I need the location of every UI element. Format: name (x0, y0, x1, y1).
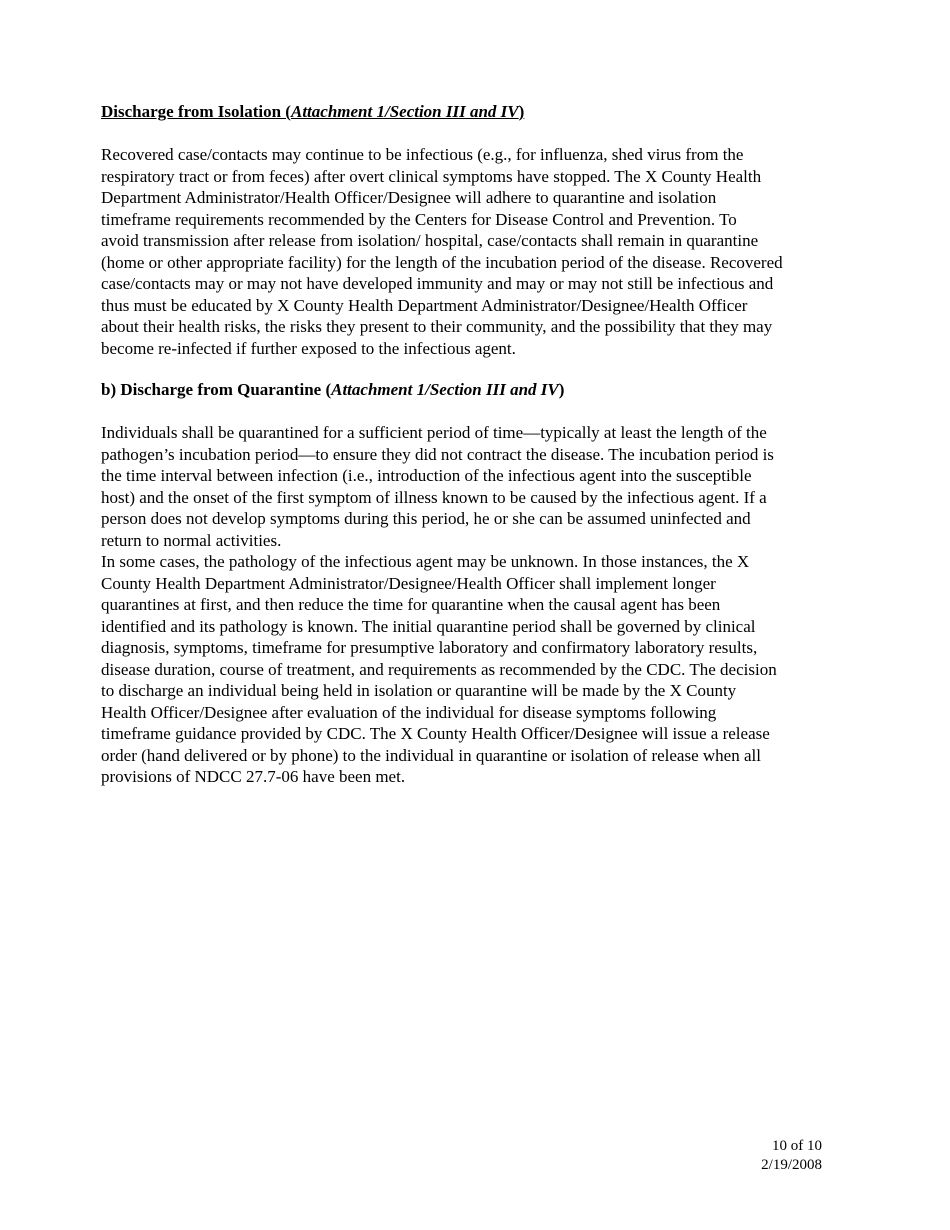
heading-isolation-suffix: ) (518, 102, 525, 121)
paragraph-line: thus must be educated by X County Health Department Administrator/Designee/Health Officer (101, 295, 748, 315)
heading-discharge-from-isolation (101, 101, 861, 123)
paragraph-line: disease duration, course of treatment, and requirements as recommended by the CDC. The decision (101, 659, 777, 679)
page-footer (761, 1137, 822, 1175)
paragraph-line: avoid transmission after release from isolation/ hospital, case/contacts shall remain in quarantine (101, 231, 759, 250)
paragraph-line: to discharge an individual being held in isolation or quarantine will be made by the X County (101, 681, 737, 700)
heading-isolation-prefix: Discharge from Isolation ( (101, 102, 291, 121)
heading-isolation-reference: Attachment 1/Section III and IV (290, 102, 519, 121)
paragraph-line: person does not develop symptoms during this period, he or she can be assumed uninfected and (101, 509, 751, 528)
heading-quarantine-suffix: ) (558, 380, 565, 399)
paragraph-isolation (101, 144, 861, 359)
paragraph-line: In some cases, the pathology of the infectious agent may be unknown. In those instances, the X (101, 552, 750, 571)
paragraph-line: case/contacts may or may not have developed immunity and may or may not still be infectious and (101, 274, 774, 293)
paragraph-line: identified and its pathology is known. The initial quarantine period shall be governed by clinical (101, 616, 756, 636)
paragraph-unknown-pathology (101, 551, 861, 788)
document-date: 2/19/2008 (761, 1157, 822, 1173)
paragraph-line: Individuals shall be quarantined for a sufficient period of time—typically at least the length of the (101, 423, 767, 442)
page-number: 10 of 10 (772, 1138, 822, 1154)
paragraph-line: become re-infected if further exposed to the infectious agent. (101, 338, 516, 358)
paragraph-line: pathogen’s incubation period—to ensure they did not contract the disease. The incubation period is (101, 444, 774, 464)
paragraph-line: about their health risks, the risks they present to their community, and the possibility that they may (101, 317, 773, 336)
paragraph-line: host) and the onset of the first symptom of illness known to be caused by the infectious agent. If a (101, 487, 767, 507)
paragraph-line: (home or other appropriate facility) for the length of the incubation period of the disease. Recovered (101, 252, 783, 272)
paragraph-line: timeframe requirements recommended by the Centers for Disease Control and Prevention. To (101, 209, 737, 229)
paragraph-line: return to normal activities. (101, 530, 282, 550)
heading-quarantine-reference: Attachment 1/Section III and IV (331, 380, 559, 399)
paragraph-quarantine-period (101, 422, 861, 551)
paragraph-line: provisions of NDCC 27.7-06 have been met. (101, 767, 406, 786)
heading-discharge-from-quarantine (101, 379, 861, 401)
paragraph-line: quarantines at first, and then reduce the time for quarantine when the causal agent has been (101, 595, 721, 614)
paragraph-line: respiratory tract or from feces) after overt clinical symptoms have stopped. The X County Health (101, 166, 762, 186)
paragraph-line: Health Officer/Designee after evaluation of the individual for disease symptoms following (101, 702, 717, 722)
paragraph-line: County Health Department Administrator/Designee/Health Officer shall implement longer (101, 573, 716, 593)
paragraph-line: the time interval between infection (i.e., introduction of the infectious agent into the susceptible (101, 466, 752, 485)
paragraph-line: Recovered case/contacts may continue to be infectious (e.g., for influenza, shed virus from the (101, 145, 744, 164)
paragraph-line: order (hand delivered or by phone) to the individual in quarantine or isolation of release when all (101, 745, 761, 765)
paragraph-line: timeframe guidance provided by CDC. The X County Health Officer/Designee will issue a release (101, 724, 770, 743)
paragraph-line: diagnosis, symptoms, timeframe for presumptive laboratory and confirmatory laboratory results, (101, 638, 758, 657)
paragraph-line: Department Administrator/Health Officer/Designee will adhere to quarantine and isolation (101, 188, 717, 207)
heading-quarantine-prefix: b) Discharge from Quarantine ( (101, 380, 332, 399)
